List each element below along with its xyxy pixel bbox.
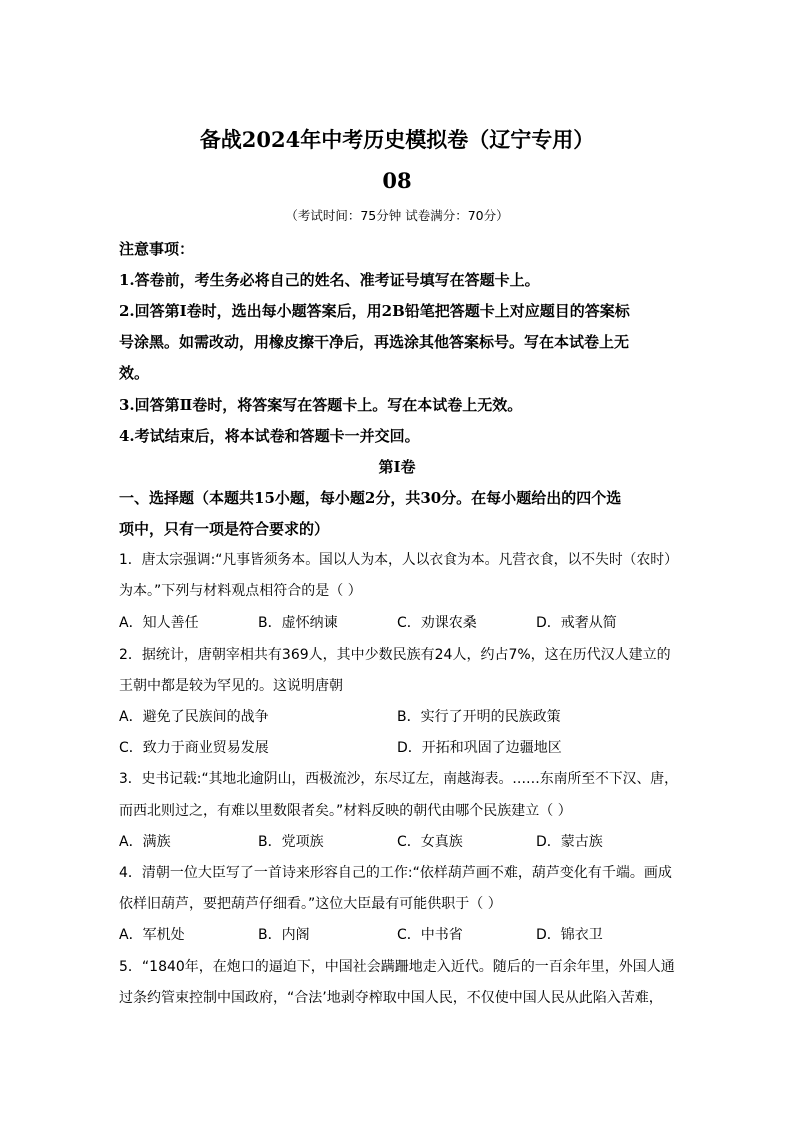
q1-option-a: A．知人善任	[119, 615, 199, 631]
q3-option-d: D．蒙古族	[536, 834, 603, 850]
question-3-line-1: 3．史书记载:“其地北逾阴山，西极流沙，东尽辽左，南越海表。……东南所至不下汉、唐，	[119, 771, 678, 787]
question-5-line-1: 5．“1840年，在炮口的逼迫下，中国社会蹒跚地走入近代。随后的一百余年里，外国人通	[119, 959, 675, 975]
question-4-line-1: 4．清朝一位大臣写了一首诗来形容自己的工作:“依样葫芦画不难，葫芦变化有千端。画成	[119, 865, 672, 881]
question-4-line-2: 依样旧葫芦，要把葫芦仔细看。”这位大臣最有可能供职于（ ）	[119, 896, 502, 912]
part-heading: 第Ⅰ卷	[378, 458, 416, 476]
note-4: 4.考试结束后，将本试卷和答题卡一并交回。	[119, 427, 420, 445]
q3-option-c: C．女真族	[397, 834, 463, 850]
question-1-line-2: 为本。”下列与材料观点相符合的是（ ）	[119, 583, 362, 599]
q4-option-b: B．内阁	[258, 927, 310, 943]
section-heading-line-2: 项中，只有一项是符合要求的）	[119, 520, 330, 538]
note-1: 1.答卷前，考生务必将自己的姓名、准考证号填写在答题卡上。	[119, 271, 540, 289]
exam-info: （考试时间：75分钟 试卷满分：70分）	[285, 208, 509, 223]
q1-option-d: D．戒奢从简	[536, 615, 617, 631]
note-2-line-3: 效。	[119, 364, 150, 382]
q4-option-d: D．锦衣卫	[536, 927, 603, 943]
q1-option-b: B．虚怀纳谏	[258, 615, 338, 631]
notes-heading: 注意事项：	[119, 240, 195, 258]
exam-title: 备战2024年中考历史模拟卷（辽宁专用）	[199, 127, 595, 152]
q4-option-c: C．中书省	[397, 927, 463, 943]
question-1-line-1: 1．唐太宗强调:“凡事皆须务本。国以人为本，人以衣食为本。凡营衣食，以不失时（农时）	[119, 552, 678, 568]
note-3: 3.回答第Ⅱ卷时，将答案写在答题卡上。写在本试卷上无效。	[119, 396, 523, 414]
note-2-line-1: 2.回答第Ⅰ卷时，选出每小题答案后，用2B铅笔把答题卡上对应题目的答案标	[119, 302, 630, 320]
q4-option-a: A．军机处	[119, 927, 185, 943]
exam-number: 08	[382, 168, 412, 193]
q2-option-a: A．避免了民族间的战争	[119, 709, 269, 725]
q1-option-c: C．劝课农桑	[397, 615, 477, 631]
question-2-line-1: 2．据统计，唐朝宰相共有369人，其中少数民族有24人，约占7%，这在历代汉人建立的	[119, 647, 671, 663]
q2-option-d: D．开拓和巩固了边疆地区	[397, 740, 562, 756]
question-5-line-2: 过条约管束控制中国政府，“合法’地剥夺榨取中国人民，不仅使中国人民从此陷入苦难，	[119, 990, 663, 1006]
q3-option-a: A．满族	[119, 834, 171, 850]
question-3-line-2: 而西北则过之，有难以里数限者矣。”材料反映的朝代由哪个民族建立（ ）	[119, 803, 572, 819]
section-heading-line-1: 一、选择题（本题共15小题，每小题2分，共30分。在每小题给出的四个选	[119, 489, 622, 507]
question-2-line-2: 王朝中都是较为罕见的。这说明唐朝	[119, 678, 343, 694]
q2-option-b: B．实行了开明的民族政策	[397, 709, 561, 725]
note-2-line-2: 号涂黑。如需改动，用橡皮擦干净后，再选涂其他答案标号。写在本试卷上无	[119, 333, 630, 351]
q2-option-c: C．致力于商业贸易发展	[119, 740, 269, 756]
q3-option-b: B．党项族	[258, 834, 324, 850]
